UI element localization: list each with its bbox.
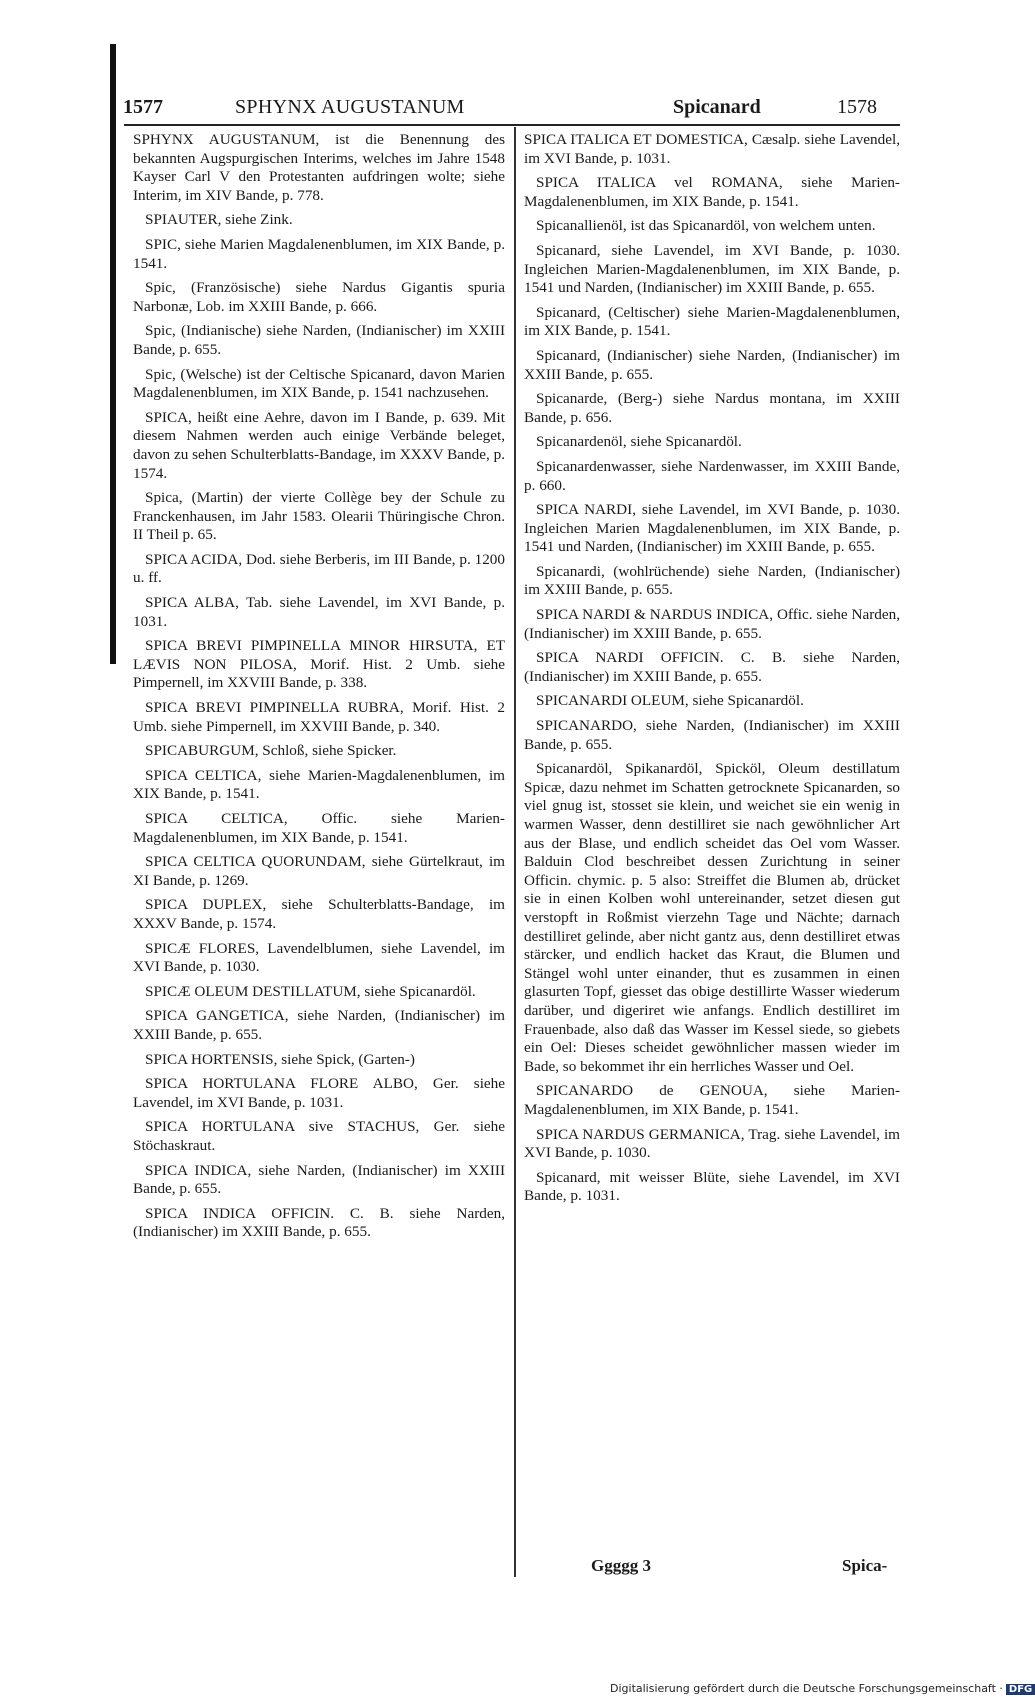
dictionary-entry: SPICA CELTICA QUORUNDAM, siehe Gürtelkraut, im XI Bande, p. 1269. [133, 853, 505, 889]
right-column [524, 131, 900, 1212]
dictionary-entry: Spicanard, (Celtischer) siehe Marien-Magdalenenblumen, im XIX Bande, p. 1541. [524, 303, 900, 340]
dictionary-entry: SPICA NARDI & NARDUS INDICA, Offic. siehe Narden, (Indianischer) im XXIII Bande, p. 655. [524, 606, 900, 642]
dictionary-entry: Spic, (Französische) siehe Nardus Gigantis spuria Narbonæ, Lob. im XXIII Bande, p. 666. [133, 279, 505, 315]
dictionary-entry: SPICA INDICA OFFICIN. C. B. siehe Narden, (Indianischer) im XXIII Bande, p. 655. [133, 1204, 505, 1241]
dictionary-entry: Spicanard, siehe Lavendel, im XVI Bande, p. 1030. Ingleichen Marien-Magdalenenblumen, im XIX Bande, p. 1541 und Narden, (Indianischer) im XXIII Bande, p. 655. [524, 241, 900, 297]
dictionary-entry: SPICA HORTULANA sive STACHUS, Ger. siehe Stöchaskraut. [133, 1118, 505, 1154]
dictionary-entry: SPICA NARDI OFFICIN. C. B. siehe Narden, (Indianischer) im XXIII Bande, p. 655. [524, 649, 900, 685]
dictionary-entry: Spicanardi, (wohlrüchende) siehe Narden, (Indianischer) im XXIII Bande, p. 655. [524, 562, 900, 599]
dictionary-entry: SPICABURGUM, Schloß, siehe Spicker. [145, 742, 397, 760]
dictionary-entry: Spicanard, mit weisser Blüte, siehe Lavendel, im XVI Bande, p. 1031. [524, 1168, 900, 1205]
dictionary-entry: Spicanallienöl, ist das Spicanardöl, von welchem unten. [536, 217, 876, 235]
dictionary-entry: SPICA INDICA, siehe Narden, (Indianischer) im XXIII Bande, p. 655. [133, 1161, 505, 1198]
right-catchword: Spicanard [673, 96, 761, 118]
dictionary-entry: SPICA ITALICA ET DOMESTICA, Cæsalp. siehe Lavendel, im XVI Bande, p. 1031. [524, 131, 900, 167]
dictionary-entry: SPICA CELTICA, Offic. siehe Marien-Magdalenenblumen, im XIX Bande, p. 1541. [133, 810, 505, 846]
dictionary-entry: SPICA ALBA, Tab. siehe Lavendel, im XVI Bande, p. 1031. [133, 594, 505, 630]
left-catchword: SPHYNX AUGUSTANUM [235, 96, 465, 118]
right-column-number: 1578 [837, 96, 877, 118]
header-rule [124, 124, 900, 126]
left-column [133, 131, 505, 1248]
dictionary-entry: SPICA GANGETICA, siehe Narden, (Indianischer) im XXIII Bande, p. 655. [133, 1007, 505, 1043]
dictionary-entry: Spic, (Indianische) siehe Narden, (Indianischer) im XXIII Bande, p. 655. [133, 322, 505, 358]
dictionary-entry: SPICA HORTENSIS, siehe Spick, (Garten-) [145, 1050, 415, 1068]
dictionary-entry: SPIC, siehe Marien Magdalenenblumen, im XIX Bande, p. 1541. [133, 235, 505, 272]
dfg-logo: DFG [1006, 1684, 1035, 1695]
signature-mark: Ggggg 3 [591, 1556, 651, 1575]
digitization-credit [610, 1682, 1033, 1699]
dictionary-entry: SPICÆ FLORES, Lavendelblumen, siehe Lavendel, im XVI Bande, p. 1030. [133, 939, 505, 976]
left-column-number: 1577 [123, 96, 163, 118]
dictionary-entry: Spicanardenöl, siehe Spicanardöl. [536, 433, 742, 451]
dictionary-entry: SPICÆ OLEUM DESTILLATUM, siehe Spicanardöl. [145, 982, 476, 1000]
column-divider [514, 127, 516, 1577]
page-edge-shadow [110, 44, 116, 664]
digitization-credit-text: Digitalisierung gefördert durch die Deutsche Forschungsgemeinschaft · [610, 1682, 1003, 1695]
dictionary-entry: SPIAUTER, siehe Zink. [145, 211, 293, 229]
dictionary-entry: SPICA DUPLEX, siehe Schulterblatts-Bandage, im XXXV Bande, p. 1574. [133, 896, 505, 932]
dictionary-entry: SPICANARDO de GENOUA, siehe Marien-Magdalenenblumen, im XIX Bande, p. 1541. [524, 1082, 900, 1118]
dictionary-entry: SPHYNX AUGUSTANUM, ist die Benennung des bekannten Augspurgischen Interims, welches im Jahre 1548 Kayser Carl V den Protestanten aufdringen wolte; siehe Interim, im XIV Bande, p. 778. [133, 131, 505, 204]
dictionary-entry: SPICANARDI OLEUM, siehe Spicanardöl. [536, 692, 804, 710]
dictionary-entry: SPICA HORTULANA FLORE ALBO, Ger. siehe Lavendel, im XVI Bande, p. 1031. [133, 1075, 505, 1111]
dictionary-entry: SPICA, heißt eine Aehre, davon im I Bande, p. 639. Mit diesem Nahmen werden auch einige Verbände beleget, davon zu sehen Schulterblatts-Bandage, im XXXV Bande, p. 1574. [133, 408, 505, 482]
dictionary-entry: Spica, (Martin) der vierte Collège bey der Schule zu Franckenhausen, im Jahr 1583. Olearii Thüringische Chron. II Theil p. 65. [133, 489, 505, 544]
dictionary-entry: SPICA NARDUS GERMANICA, Trag. siehe Lavendel, im XVI Bande, p. 1030. [524, 1125, 900, 1162]
dictionary-entry: SPICA CELTICA, siehe Marien-Magdalenenblumen, im XIX Bande, p. 1541. [133, 766, 505, 803]
dictionary-entry: Spicanard, (Indianischer) siehe Narden, (Indianischer) im XXIII Bande, p. 655. [524, 346, 900, 383]
dictionary-entry: Spic, (Welsche) ist der Celtische Spicanard, davon Marien Magdalenenblumen, im XIX Bande, p. 1541 nachzusehen. [133, 365, 505, 402]
dictionary-entry: SPICA ACIDA, Dod. siehe Berberis, im III Bande, p. 1200 u. ff. [133, 550, 505, 587]
dictionary-entry: SPICA BREVI PIMPINELLA MINOR HIRSUTA, ET LÆVIS NON PILOSA, Morif. Hist. 2 Umb. siehe Pimpernell, im XXVIII Bande, p. 338. [133, 637, 505, 692]
dictionary-entry: Spicanardöl, Spikanardöl, Spicköl, Oleum destillatum Spicæ, dazu nehmet im Schatten getrocknete Spicanarden, so viel gnug ist, stosset sie klein, und weichet sie ein wenig in warmen Wasser, denn destilliret sie nach gewöhnlicher Art aus der Blase, und endlich scheidet das Oel vom Wasser. Balduin Clod beschreibet dessen Zurichtung in seiner Officin. chymic. p. 5 also: Streiffet die Blumen ab, drücket sie in einen Kolben wohl untereinander, setzet diesen gut verstopft in Roßmist vierzehn Tage und Nächte; darnach destilliret gelinde, aber nicht gantz aus, denn destilliret etwas stärcker, und endlich hacket das Kraut, die Blumen und Stängel wohl unter einander, thut es zusammen in einen glasurten Topf, giesset das obige destillirte Wasser wiederum darüber, und digeriret wie anfangs. Endlich destilliret im Frauenbade, also daß das Wasser im Kessel siede, so giebets ein Oel: Dieses scheidet gewöhnlicher massen wieder im Bade, so bekommet ihr ein herrliches Wasser und Oel. [524, 760, 900, 1075]
dictionary-entry: Spicanarde, (Berg-) siehe Nardus montana, im XXIII Bande, p. 656. [524, 390, 900, 426]
footer-catchword: Spica- [842, 1556, 888, 1575]
dictionary-entry: SPICANARDO, siehe Narden, (Indianischer) im XXIII Bande, p. 655. [524, 717, 900, 753]
dictionary-entry: SPICA NARDI, siehe Lavendel, im XVI Bande, p. 1030. Ingleichen Marien Magdalenenblumen, im XIX Bande, p. 1541 und Narden, (Indianischer) im XXIII Bande, p. 655. [524, 501, 900, 556]
dictionary-entry: SPICA ITALICA vel ROMANA, siehe Marien-Magdalenenblumen, im XIX Bande, p. 1541. [524, 174, 900, 210]
dictionary-entry: Spicanardenwasser, siehe Nardenwasser, im XXIII Bande, p. 660. [524, 457, 900, 494]
dictionary-entry: SPICA BREVI PIMPINELLA RUBRA, Morif. Hist. 2 Umb. siehe Pimpernell, im XXVIII Bande, p. 340. [133, 699, 505, 735]
